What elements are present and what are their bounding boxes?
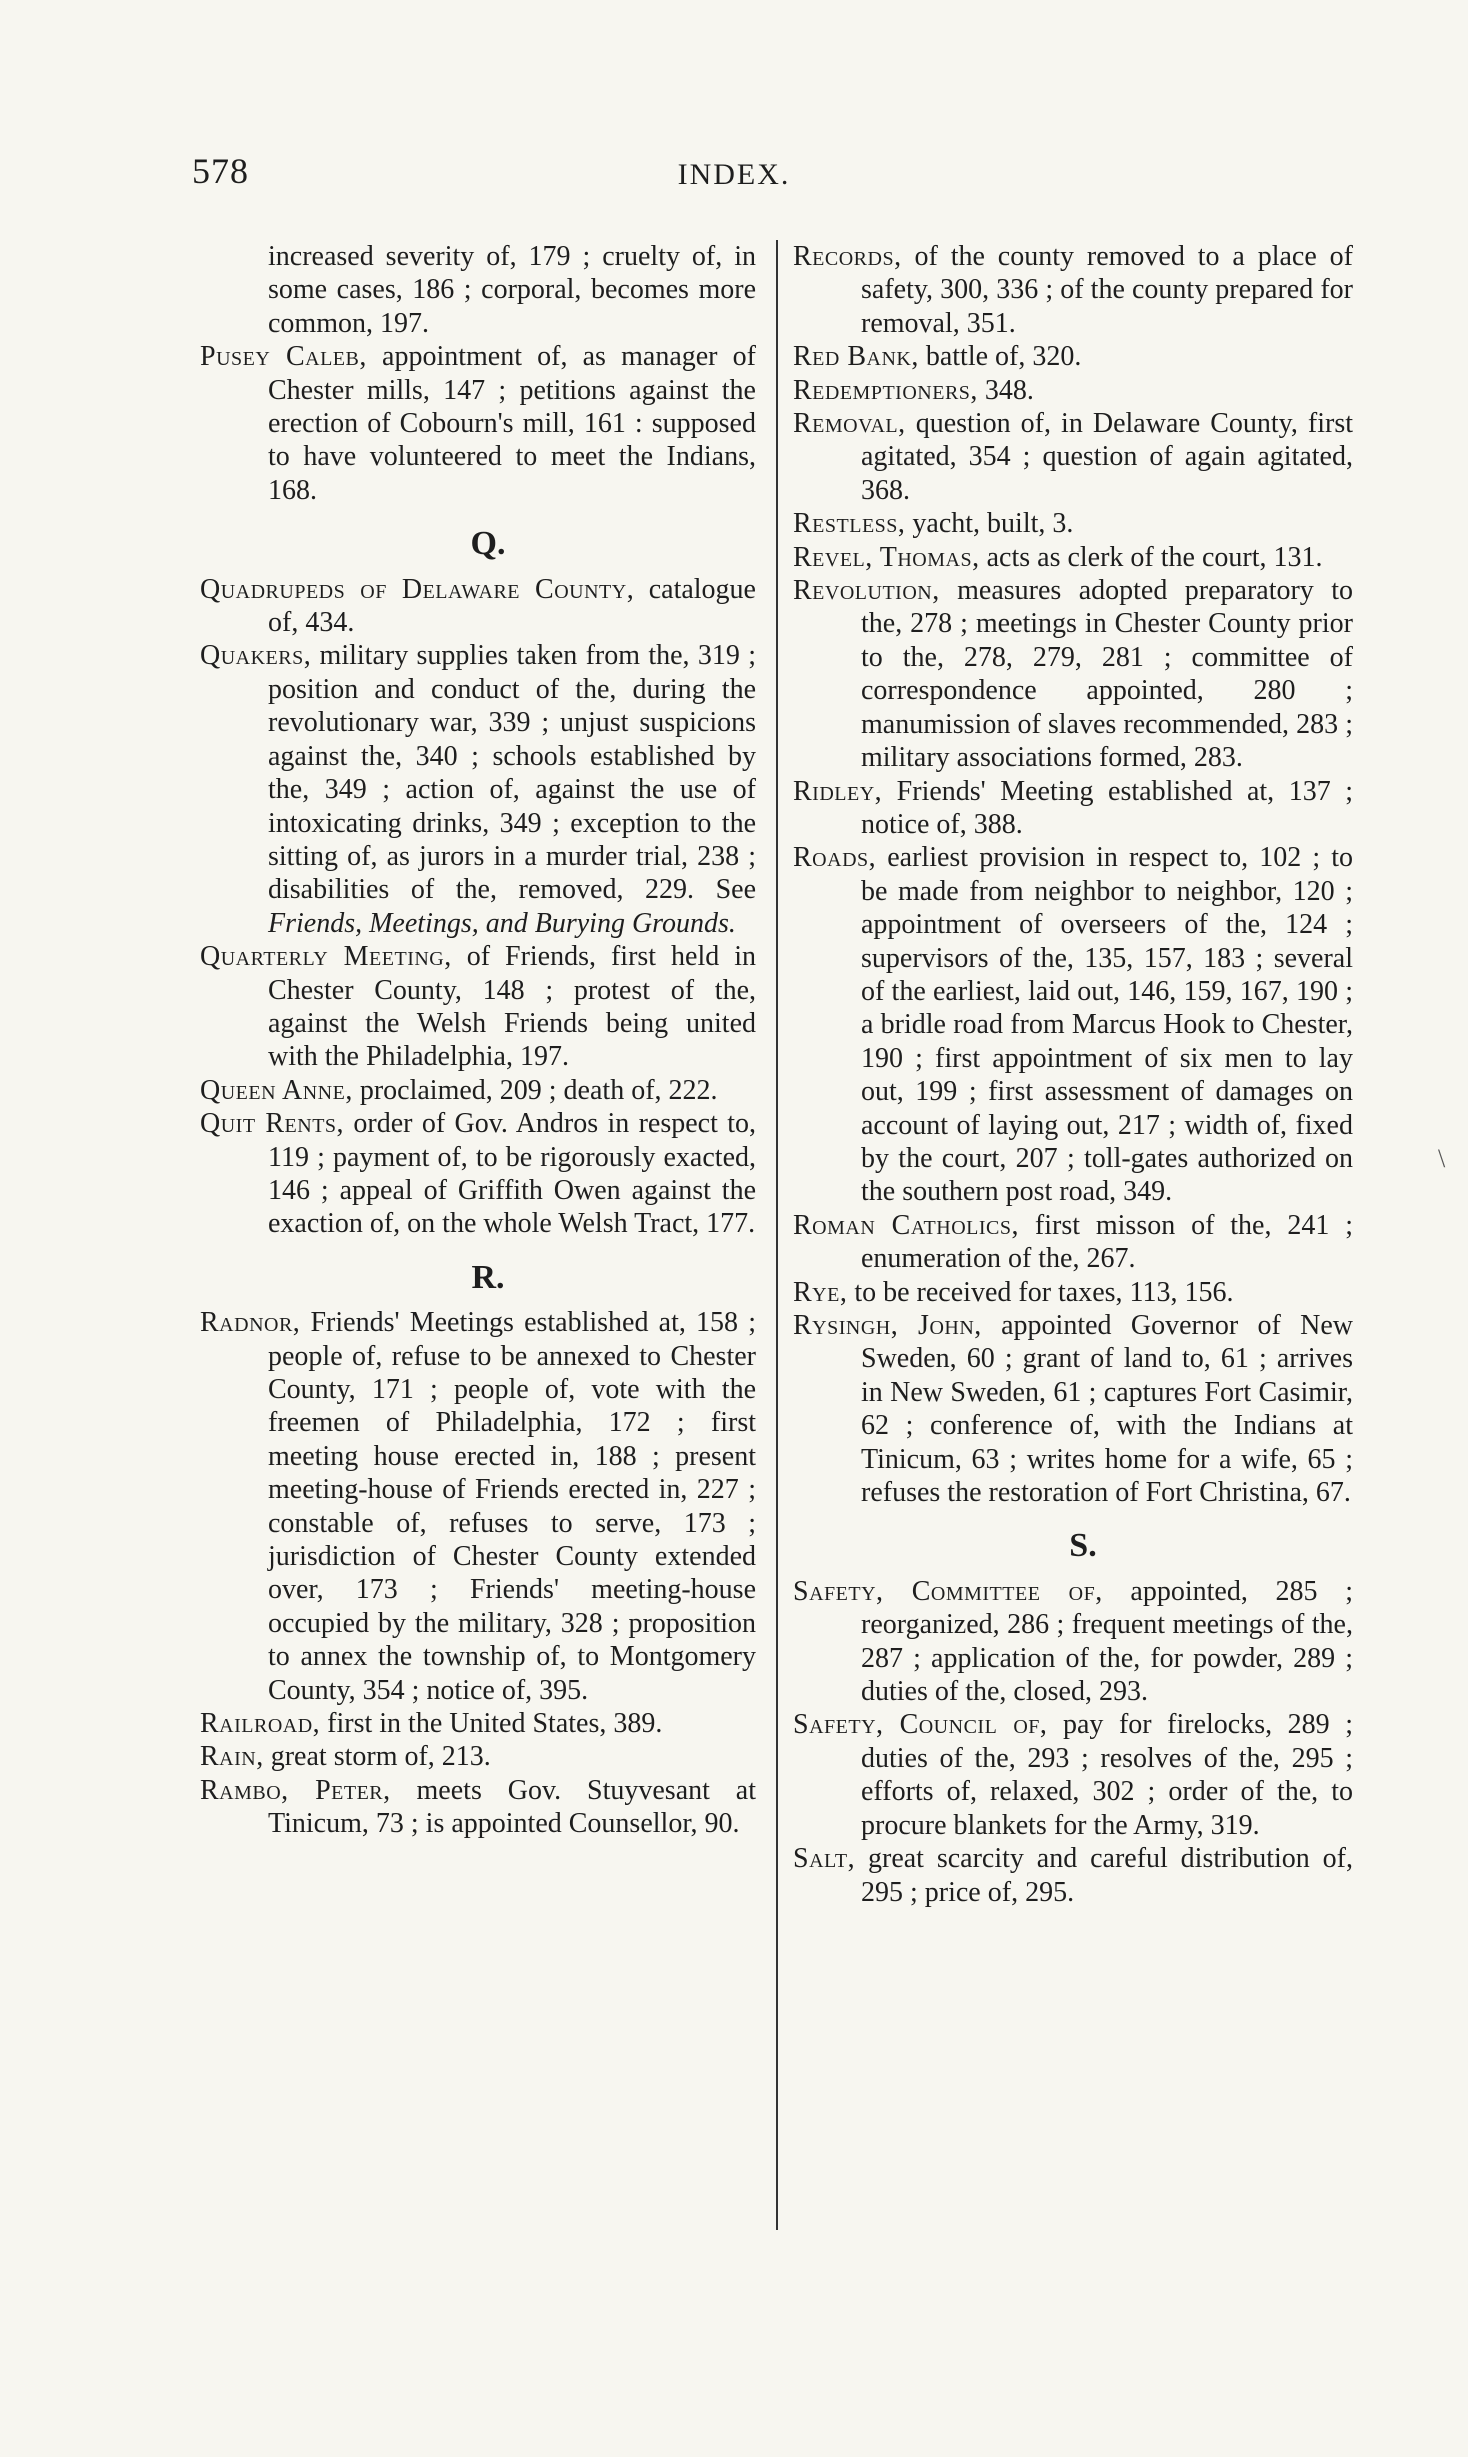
entry-head: Restless,	[793, 508, 906, 540]
entry-head: Rysingh, John,	[793, 1310, 982, 1341]
entry-text: great scarcity and careful distribution of, 295 ; price of, 295.	[855, 1843, 1353, 1908]
entry-head: Removal,	[793, 408, 906, 440]
section-letter-r: R.	[471, 1258, 505, 1296]
index-entry-rysingh	[793, 1309, 1353, 1509]
running-head: INDEX.	[677, 158, 791, 191]
index-entry-rye	[793, 1276, 1353, 1309]
index-entry-ridley	[793, 775, 1353, 842]
index-entry-safety-council	[793, 1708, 1353, 1842]
index-entry-quakers	[200, 639, 756, 940]
entry-text: appointment of, as manager of Chester mills, 147 ; petitions against the erection of Cobourn's mill, 161 : supposed to have volunteered to meet the Indians, 168.	[268, 341, 756, 506]
entry-head: Quadrupeds of Delaware County,	[200, 573, 635, 605]
index-entry-rambo	[200, 1774, 756, 1841]
index-entry-red-bank	[793, 340, 1353, 373]
entry-text: appointed, 285 ; reorganized, 286 ; frequent meetings of the, 287 ; application of the, for powder, 289 ; duties of the, closed, 293.	[861, 1575, 1353, 1708]
index-entry-safety-committee	[793, 1575, 1353, 1709]
entry-text: first misson of the, 241 ; enumeration of the, 267.	[861, 1209, 1354, 1275]
entry-head: Safety, Committee of,	[793, 1575, 1103, 1607]
section-letter-s: S.	[1069, 1527, 1097, 1565]
index-entry-queen-anne	[200, 1074, 756, 1107]
index-entry-railroad	[200, 1707, 756, 1740]
entry-head: Red Bank,	[793, 341, 919, 373]
entry-head: Rye,	[793, 1276, 848, 1308]
entry-head: Revolution,	[793, 575, 940, 607]
entry-text: great storm of, 213.	[263, 1741, 491, 1773]
entry-text: Friends' Meetings established at, 158 ; people of, refuse to be annexed to Chester County, 171 ; people of, vote with the freemen of Philadelphia, 172 ; first meeting house erected in, 188 ; present meeting-house of Friends erected in, 227 ; constable of, refuses to serve, 173 ; jurisdiction of Chester County extended over, 173 ; Friends' meeting-house occupied by the military, 328 ; proposition to annex the township of, to Montgomery County, 354 ; notice of, 395.	[268, 1307, 756, 1706]
index-entry-roads	[793, 841, 1353, 1208]
margin-mark: \	[1438, 1144, 1446, 1173]
index-entry-records	[793, 240, 1353, 340]
entry-text: proclaimed, 209 ; death of, 222.	[352, 1074, 718, 1106]
index-entry-quit-rents	[200, 1107, 756, 1241]
see-reference: Friends, Meetings, and Burying Grounds.	[268, 907, 736, 939]
index-entry-quadrupeds	[200, 573, 756, 640]
entry-text: pay for firelocks, 289 ; duties of the, 293 ; resolves of the, 295 ; efforts of, relaxed, 302 ; order of the, to procure blankets for the Army, 319.	[861, 1709, 1353, 1841]
entry-text: measures adopted preparatory to the, 278 ; meetings in Chester County prior to the, 278, 279, 281 ; committee of correspondence appointed, 280 ; manumission of slaves recommended, 283 ; military associations formed, 283.	[861, 575, 1353, 774]
left-column	[200, 240, 756, 1841]
entry-text: to be received for taxes, 113, 156.	[847, 1276, 1234, 1308]
index-entry-quarterly-meeting	[200, 940, 756, 1074]
entry-head: Radnor,	[200, 1307, 301, 1339]
entry-head: Quakers,	[200, 640, 312, 672]
entry-text: acts as clerk of the court, 131.	[979, 541, 1323, 573]
entry-head: Queen Anne,	[200, 1074, 353, 1106]
entry-head: Quit Rents,	[200, 1108, 345, 1140]
entry-text: 348.	[977, 374, 1034, 406]
entry-text: Friends' Meeting established at, 137 ; notice of, 388.	[861, 775, 1353, 840]
index-entry-rain	[200, 1740, 756, 1773]
entry-head: Records,	[793, 241, 902, 272]
entry-text: battle of, 320.	[918, 341, 1082, 373]
entry-head: Safety, Council of,	[793, 1709, 1048, 1741]
index-entry-radnor	[200, 1306, 756, 1707]
column-divider	[776, 240, 778, 2230]
entry-text: first in the United States, 389.	[320, 1708, 663, 1740]
entry-text: appointed Governor of New Sweden, 60 ; grant of land to, 61 ; arrives in New Sweden, 61 ; captures Fort Casimir, 62 ; conference of, with the Indians at Tinicum, 63 ; writes home for a wife, 65 ; refuses the restoration of Fort Christina, 67.	[861, 1310, 1354, 1509]
entry-text: question of, in Delaware County, first agitated, 354 ; question of again agitated, 368.	[861, 408, 1353, 506]
entry-text: military supplies taken from the, 319 ; position and conduct of the, during the revolutionary war, 339 ; unjust suspicions against the, 340 ; schools established by the, 349 ; action of, against the use of intoxicating drinks, 349 ; exception to the sitting of, as jurors in a murder trial, 238 ; disabilities of the, removed, 229. See	[268, 640, 756, 906]
index-entry-pusey	[200, 340, 756, 507]
right-column	[793, 240, 1353, 1909]
entry-text: meets Gov. Stuyvesant at Tinicum, 73 ; is appointed Counsellor, 90.	[268, 1774, 756, 1840]
index-entry-revel	[793, 541, 1353, 574]
continued-entry: increased severity of, 179 ; cruelty of, in some cases, 186 ; corporal, becomes more common, 197.	[268, 241, 756, 339]
entry-head: Rambo, Peter,	[200, 1774, 391, 1806]
entry-text: of Friends, first held in Chester County, 148 ; protest of the, against the Welsh Friends being united with the Philadelphia, 197.	[268, 941, 756, 1073]
entry-head: Roads,	[793, 842, 877, 874]
entry-head: Ridley,	[793, 775, 883, 807]
entry-text: order of Gov. Andros in respect to, 119 ; payment of, to be rigorously exacted, 146 ; appeal of Griffith Owen against the exaction of, on the whole Welsh Tract, 177.	[268, 1108, 756, 1240]
entry-text: earliest provision in respect to, 102 ; to be made from neighbor to neighbor, 120 ; appointment of overseers of the, 124 ; supervisors of the, 135, 157, 183 ; several of the earliest, laid out, 146, 159, 167, 190 ; a bridle road from Marcus Hook to Chester, 190 ; first appointment of six men to lay out, 199 ; first assessment of damages on account of laying out, 217 ; width of, fixed by the court, 207 ; toll-gates authorized on the southern post road, 349.	[861, 842, 1353, 1208]
index-entry-removal	[793, 407, 1353, 507]
entry-head: Rain,	[200, 1741, 264, 1773]
entry-text: catalogue of, 434.	[268, 573, 756, 639]
index-entry-restless	[793, 507, 1353, 540]
entry-text: of the county removed to a place of safety, 300, 336 ; of the county prepared for removal, 351.	[861, 241, 1353, 339]
entry-head: Roman Catholics,	[793, 1209, 1020, 1241]
entry-head: Revel, Thomas,	[793, 541, 980, 573]
page-number: 578	[192, 151, 249, 191]
entry-head: Salt,	[793, 1843, 856, 1875]
entry-text: yacht, built, 3.	[905, 508, 1074, 540]
entry-head: Pusey Caleb,	[200, 341, 367, 373]
index-entry-roman-catholics	[793, 1209, 1353, 1276]
index-entry-salt	[793, 1842, 1353, 1909]
index-entry-revolution	[793, 574, 1353, 774]
entry-head: Railroad,	[200, 1708, 321, 1740]
index-entry-redemptioners	[793, 374, 1353, 407]
entry-head: Redemptioners,	[793, 374, 978, 406]
section-letter-q: Q.	[470, 525, 506, 563]
entry-head: Quarterly Meeting,	[200, 941, 452, 973]
